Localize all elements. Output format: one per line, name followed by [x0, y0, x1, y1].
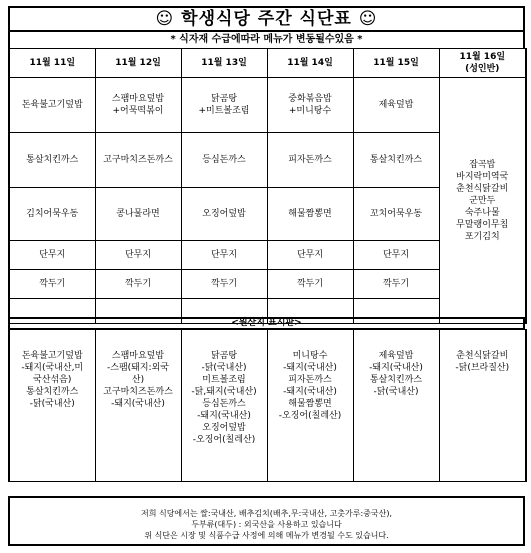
menu-cell: 단무지 — [353, 241, 439, 270]
menu-cell: 단무지 — [95, 241, 181, 270]
menu-cell: 단무지 — [181, 241, 267, 270]
weekly-menu-table — [8, 48, 527, 324]
origin-cell — [181, 330, 267, 482]
origin-line: -돼지(국내산) — [111, 399, 165, 409]
menu-cell: 중화볶음밥 +미니탕수 — [267, 78, 353, 133]
day-header — [439, 49, 526, 78]
day-header — [181, 49, 267, 78]
menu-cell: 깍두기 — [181, 270, 267, 299]
menu-cell: 깍두기 — [353, 270, 439, 299]
day-date: 11월 16일 — [459, 52, 506, 62]
origin-line: 등심돈까스 — [202, 399, 246, 409]
origin-line: 닭곰탕 — [210, 351, 238, 361]
day-date: 11월 15일 — [373, 58, 419, 68]
saturday-item: 무말랭이무침 — [456, 219, 509, 230]
menu-cell: 오징어덮밥 — [181, 188, 267, 241]
menu-cell: 김치어묵우동 — [9, 188, 95, 241]
day-date: 11월 11일 — [29, 58, 76, 68]
origin-line: 해물짬뽕면 — [288, 399, 332, 409]
origin-line: -돼지(국내산) — [369, 363, 423, 373]
footer-line: 두부류(대두) : 외국산을 사용하고 있습니다 — [191, 520, 342, 529]
footer-line: 저희 식당에서는 쌀:국내산, 배추김치(배추,무:국내산, 고춧가루:중국산), — [140, 509, 393, 518]
origin-cell — [353, 330, 439, 482]
origin-line: 피자돈까스 — [288, 375, 332, 385]
menu-cell: 통살치킨까스 — [353, 133, 439, 188]
origin-cell — [439, 330, 526, 482]
menu-cell: 돈육불고기덮밥 — [9, 78, 95, 133]
origin-line: -돼지(국내산) — [197, 411, 251, 421]
origin-line: 제육덮밥 — [378, 351, 414, 361]
origin-line: 미니탕수 — [292, 351, 328, 361]
origin-cell — [95, 330, 181, 482]
saturday-item: 숙주나물 — [464, 207, 500, 218]
menu-cell: 해물짬뽕면 — [267, 188, 353, 241]
notice-banner: * 식자재 수급에따라 메뉴가 변동될수있음 * — [8, 32, 525, 48]
page-title: ☺ 학생식당 주간 식단표 ☺ — [8, 6, 525, 32]
origin-line: -오징어(칠레산) — [192, 435, 256, 445]
menu-cell: 콩나물라면 — [95, 188, 181, 241]
menu-cell: 고구마치즈돈까스 — [95, 133, 181, 188]
menu-cell: 피자돈까스 — [267, 133, 353, 188]
origin-line: 춘천식닭갈비 — [456, 351, 509, 361]
origin-cell — [9, 330, 95, 482]
menu-cell: 통살치킨까스 — [9, 133, 95, 188]
menu-cell: 스팸마요덮밥 +어묵떡볶이 — [95, 78, 181, 133]
origin-line: -돼지(국내산) — [283, 363, 337, 373]
origin-line: -닭(국내산) — [201, 363, 247, 373]
day-header — [267, 49, 353, 78]
day-header — [353, 49, 439, 78]
day-header — [95, 49, 181, 78]
origin-line: -닭(브라질산) — [455, 363, 510, 373]
saturday-item: 포기김치 — [464, 231, 500, 242]
saturday-item: 춘천식닭갈비 — [456, 183, 509, 194]
origin-line: 미트볼조림 — [202, 375, 246, 385]
menu-cell: 제육덮밥 — [353, 78, 439, 133]
day-date: 11월 14일 — [287, 58, 333, 68]
footer-line: 위 식단은 시장 및 식품수급 사정에 의해 메뉴가 변경될 수도 있습니다. — [144, 531, 389, 540]
origin-line: 고구마치즈돈까스 — [103, 387, 173, 397]
origin-line: -닭,돼지(국내산) — [191, 387, 257, 397]
menu-cell: 단무지 — [9, 241, 95, 270]
origin-header: <원산지 표시판> — [8, 317, 525, 329]
origin-line: 오징어덮밥 — [202, 423, 246, 433]
day-date: 11월 13일 — [201, 58, 247, 68]
origin-line: -닭(국내산) — [29, 399, 75, 409]
origin-cell — [267, 330, 353, 482]
origin-line: 돈육불고기덮밥 — [21, 351, 83, 361]
origin-line: -닭(국내산) — [373, 387, 419, 397]
menu-cell: 깍두기 — [267, 270, 353, 299]
menu-cell: 등심돈까스 — [181, 133, 267, 188]
origin-line: -돼지(국내산) — [283, 387, 337, 397]
menu-cell: 깍두기 — [9, 270, 95, 299]
origin-line: -돼지(국내산,미 — [21, 363, 84, 373]
saturday-menu — [439, 78, 526, 324]
menu-cell: 닭곰탕 +미트볼조림 — [181, 78, 267, 133]
saturday-item: 잡곡밥 — [469, 159, 496, 170]
day-sub: (성인반) — [465, 64, 500, 74]
origin-table — [8, 329, 527, 482]
footer-note — [8, 496, 525, 546]
origin-line: 통살치킨까스 — [369, 375, 423, 385]
origin-line: 스팸마요덮밥 — [111, 351, 165, 361]
menu-cell: 꼬치어묵우동 — [353, 188, 439, 241]
origin-line: 국산섞음) — [33, 375, 72, 385]
saturday-item: 바지락미역국 — [456, 171, 509, 182]
origin-line: 통살치킨까스 — [26, 387, 79, 397]
saturday-item: 군만두 — [469, 195, 496, 206]
day-date: 11월 12일 — [115, 58, 161, 68]
menu-sheet — [8, 6, 525, 546]
menu-cell: 단무지 — [267, 241, 353, 270]
origin-line: -스팸(돼지:외국 — [107, 363, 169, 373]
origin-line: -오징어(칠레산) — [278, 411, 342, 421]
day-header — [9, 49, 95, 78]
menu-cell: 깍두기 — [95, 270, 181, 299]
origin-line: 산) — [131, 375, 145, 385]
